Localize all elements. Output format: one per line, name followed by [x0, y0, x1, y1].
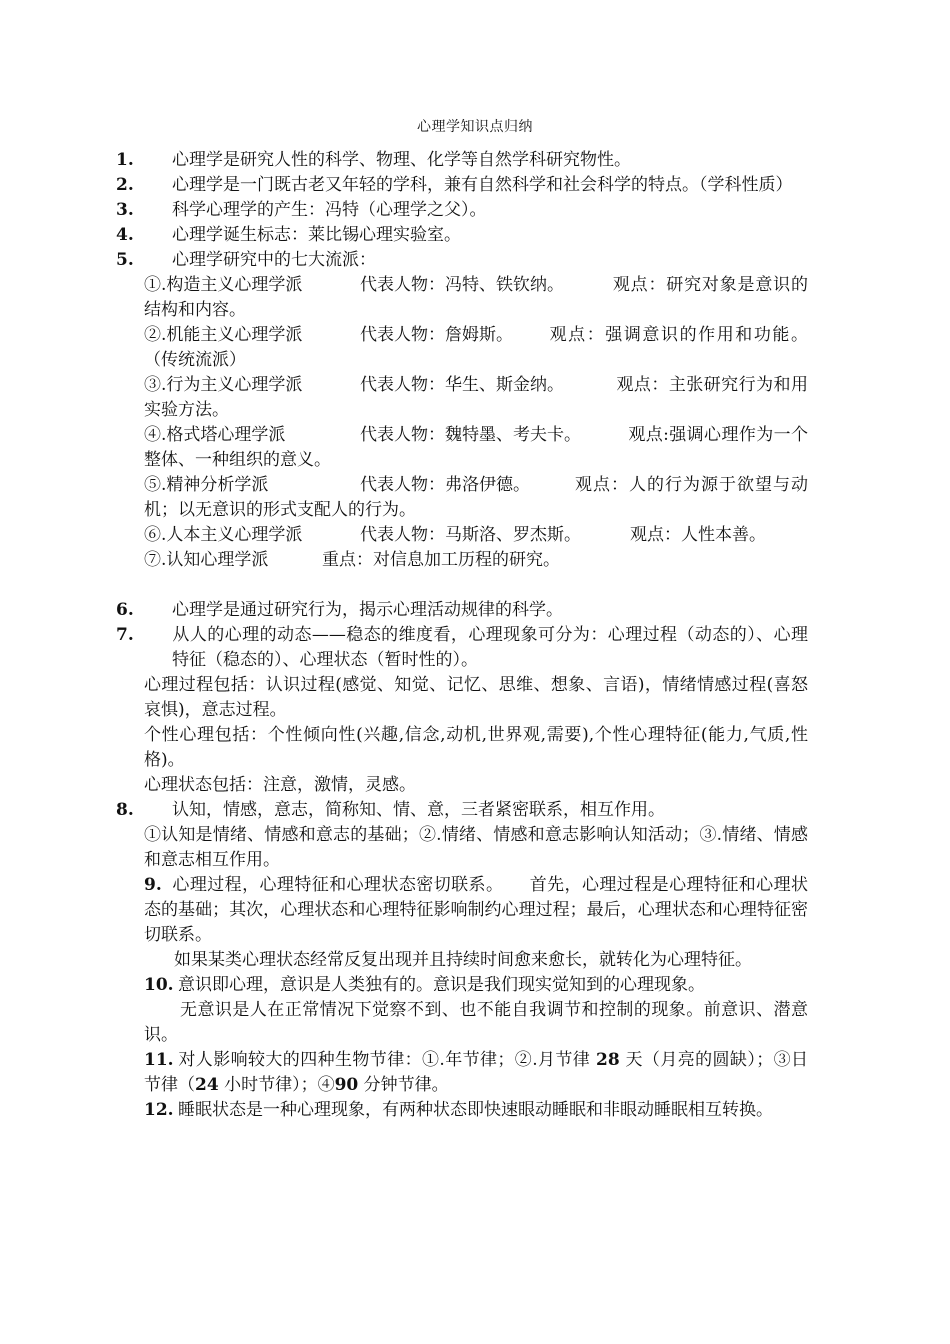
paragraph: ①认知是情绪、情感和意志的基础；②.情绪、情感和意志影响认知活动；③.情绪、情感和意志相互作用。 — [144, 825, 808, 870]
paragraph: 心理过程包括：认识过程(感觉、知觉、记忆、思维、想象、言语)，情绪情感过程(喜怒哀惧)，意志过程。 — [144, 675, 808, 720]
school-item: ④.格式塔心理学派 代表人物：魏特墨、考夫卡。 观点:强调心理作为一个整体、一种组织的意义。 — [144, 425, 808, 470]
list-item: 12. 睡眠状态是一种心理现象，有两种状态即快速眼动睡眠和非眼动睡眠相互转换。 — [144, 1098, 808, 1123]
item-number: 10. — [144, 975, 174, 995]
paragraph: 心理状态包括：注意，激情，灵感。 — [144, 775, 416, 795]
school-item: ⑤.精神分析学派 代表人物：弗洛伊德。 观点：人的行为源于欲望与动机；以无意识的形式支配人的行为。 — [144, 475, 808, 520]
school-item: ⑥.人本主义心理学派 代表人物：马斯洛、罗杰斯。 观点：人性本善。 — [144, 525, 766, 545]
list-item: 2. 心理学是一门既古老又年轻的学科，兼有自然科学和社会科学的特点。（学科性质） — [144, 173, 808, 198]
list-item: 6. 心理学是通过研究行为，揭示心理活动规律的科学。 — [144, 598, 808, 623]
list-item: 8. 认知，情感，意志，简称知、情、意，三者紧密联系，相互作用。 — [144, 798, 808, 823]
item-number: 1. — [116, 150, 134, 170]
item-number: 3. — [116, 200, 134, 220]
item-number: 4. — [116, 225, 134, 245]
document-body — [116, 148, 809, 1123]
paragraph: 个性心理包括：个性倾向性(兴趣,信念,动机,世界观,需要),个性心理特征(能力,气质,性格)。 — [144, 725, 808, 770]
school-item: ②.机能主义心理学派 代表人物：詹姆斯。 观点：强调意识的作用和功能。（传统流派） — [144, 325, 808, 370]
list-item: 11. 对人影响较大的四种生物节律：①.年节律；②.月节律 28 天（月亮的圆缺）；③日节律（24 小时节律）；④90 分钟节律。 — [144, 1050, 809, 1095]
item-number: 12. — [144, 1100, 174, 1120]
page-title: 心理学知识点归纳 — [417, 119, 533, 135]
item-number: 2. — [116, 175, 134, 195]
list-item: 9. 心理过程，心理特征和心理状态密切联系。 首先，心理过程是心理特征和心理状态的基础；其次，心理状态和心理特征影响制约心理过程；最后，心理状态和心理特征密切联系。 — [144, 875, 808, 945]
school-item: ①.构造主义心理学派 代表人物：冯特、铁钦纳。 观点：研究对象是意识的结构和内容。 — [144, 275, 808, 320]
item-number: 9. — [144, 875, 162, 895]
list-item: 1. 心理学是研究人性的科学、物理、化学等自然学科研究物性。 — [144, 148, 808, 173]
item-number: 5. — [116, 250, 134, 270]
list-item: 7. 从人的心理的动态——稳态的维度看，心理现象可分为：心理过程（动态的）、心理特征（稳态的）、心理状态（暂时性的）。 — [116, 625, 808, 670]
list-item: 3. 科学心理学的产生：冯特（心理学之父）。 — [144, 198, 808, 223]
item-number: 6. — [116, 600, 134, 620]
item-number: 8. — [116, 800, 134, 820]
paragraph: 如果某类心理状态经常反复出现并且持续时间愈来愈长，就转化为心理特征。 — [174, 950, 752, 970]
item-number: 7. — [116, 625, 134, 645]
school-item: ⑦.认知心理学派 重点：对信息加工历程的研究。 — [144, 550, 560, 570]
school-item: ③.行为主义心理学派 代表人物：华生、斯金纳。 观点：主张研究行为和用实验方法。 — [144, 375, 808, 420]
paragraph: 无意识是人在正常情况下觉察不到、也不能自我调节和控制的现象。前意识、潜意识。 — [144, 1000, 808, 1045]
list-item: 10. 意识即心理，意识是人类独有的。意识是我们现实觉知到的心理现象。 — [144, 973, 808, 998]
spacer — [144, 573, 808, 598]
list-item: 5. 心理学研究中的七大流派： — [144, 248, 808, 273]
item-number: 11. — [144, 1050, 174, 1070]
list-item: 4. 心理学诞生标志：莱比锡心理实验室。 — [144, 223, 808, 248]
